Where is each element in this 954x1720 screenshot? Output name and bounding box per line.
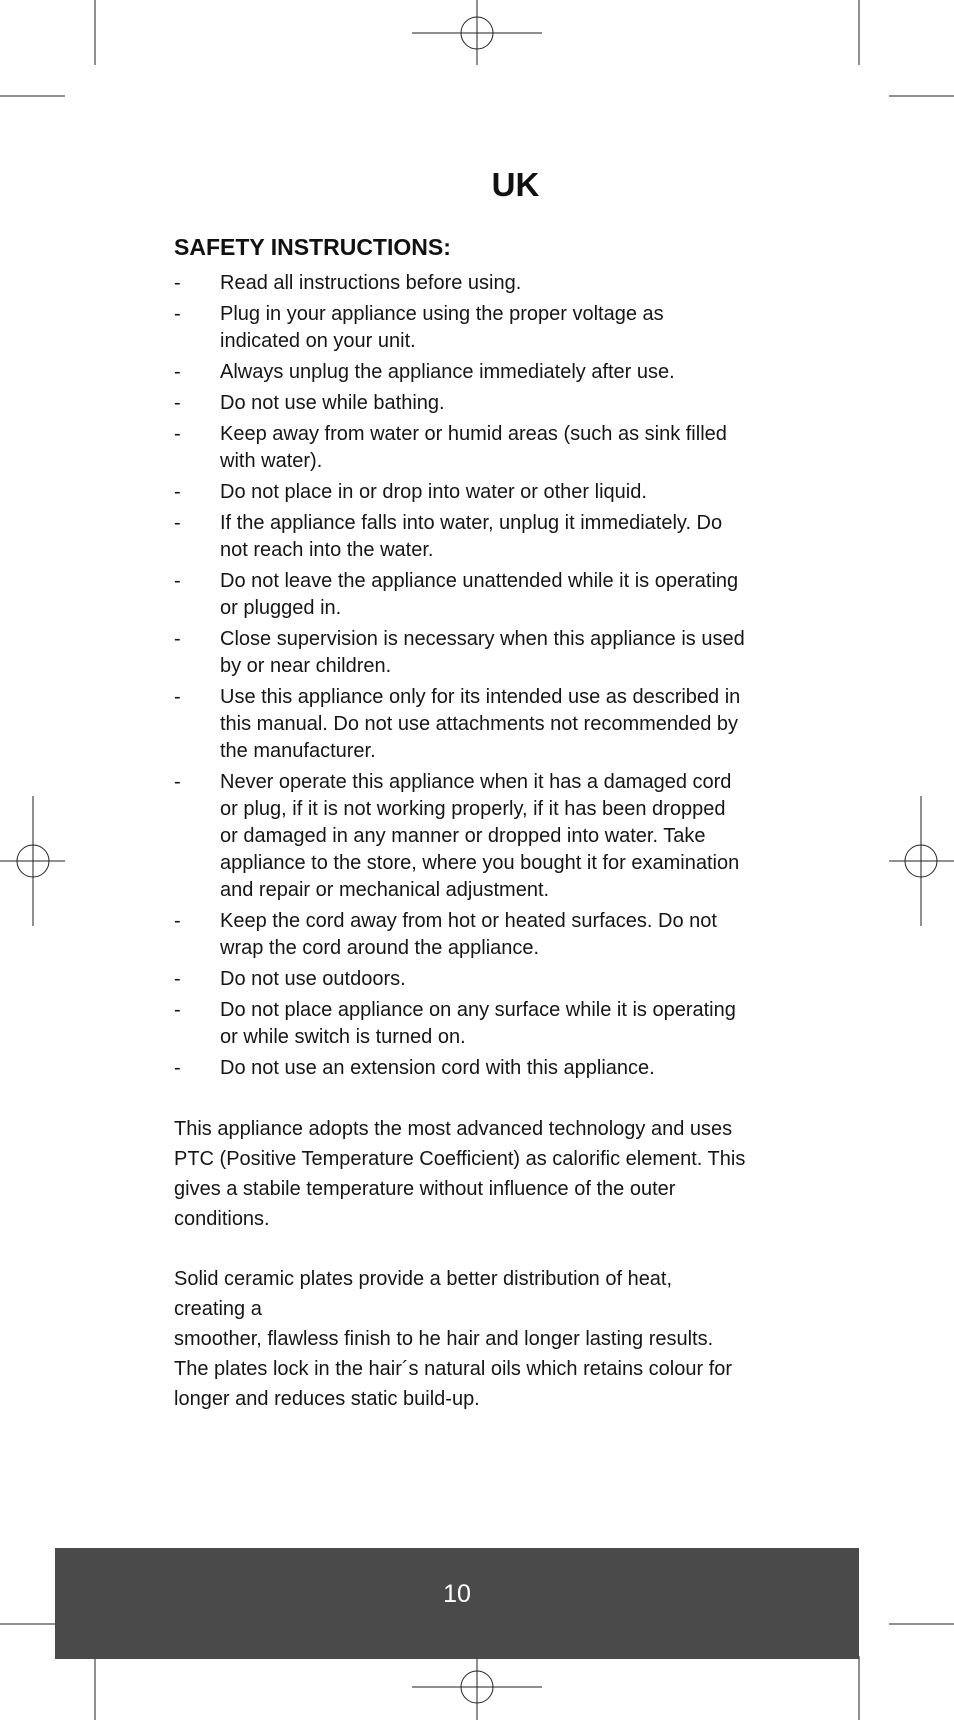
bullet-dash: - — [174, 392, 181, 414]
footer-bar — [55, 1548, 859, 1659]
technology-paragraph — [174, 1114, 784, 1234]
paragraph-line: longer and reduces static build-up. — [174, 1388, 480, 1410]
page-number: 10 — [443, 1580, 471, 1608]
region-heading: UK — [491, 166, 540, 203]
instruction-line: Read all instructions before using. — [220, 272, 522, 294]
instruction-item — [174, 568, 784, 622]
bullet-dash: - — [174, 1057, 181, 1079]
registration-mark-left — [0, 796, 65, 926]
instruction-line: Do not place in or drop into water or other liquid. — [220, 481, 647, 503]
paragraph-line: creating a — [174, 1298, 262, 1320]
safety-instructions-list — [174, 270, 784, 1086]
registration-mark-bottom — [412, 1656, 542, 1720]
bullet-dash: - — [174, 512, 181, 534]
bullet-dash: - — [174, 272, 181, 294]
instruction-line: If the appliance falls into water, unplug it immediately. Do — [220, 512, 723, 534]
ceramic-plates-paragraph — [174, 1264, 784, 1414]
paragraph-line: This appliance adopts the most advanced technology and uses — [174, 1118, 733, 1140]
instruction-line: the manufacturer. — [220, 740, 376, 762]
instruction-line: Close supervision is necessary when this appliance is used — [220, 628, 745, 650]
instruction-item — [174, 421, 784, 475]
section-title: SAFETY INSTRUCTIONS: — [174, 234, 451, 260]
instruction-item — [174, 510, 784, 564]
instruction-line: and repair or mechanical adjustment. — [220, 879, 550, 901]
instruction-line: Do not leave the appliance unattended while it is operating — [220, 570, 739, 592]
bullet-dash: - — [174, 628, 181, 650]
instruction-item — [174, 966, 784, 993]
instruction-line: Keep the cord away from hot or heated surfaces. Do not — [220, 910, 717, 932]
instruction-line: with water). — [220, 450, 323, 472]
instruction-line: or damaged in any manner or dropped into water. Take — [220, 825, 706, 847]
paragraph-line: gives a stabile temperature without influence of the outer — [174, 1178, 676, 1200]
instruction-item — [174, 1055, 784, 1082]
instruction-line: Do not use an extension cord with this appliance. — [220, 1057, 655, 1079]
instruction-item — [174, 390, 784, 417]
instruction-item — [174, 684, 784, 765]
bullet-dash: - — [174, 686, 181, 708]
paragraph-line: conditions. — [174, 1208, 270, 1230]
instruction-line: Keep away from water or humid areas (such as sink filled — [220, 423, 727, 445]
bullet-dash: - — [174, 570, 181, 592]
bullet-dash: - — [174, 968, 181, 990]
instruction-line: Always unplug the appliance immediately after use. — [220, 361, 675, 383]
bullet-dash: - — [174, 361, 181, 383]
paragraph-line: PTC (Positive Temperature Coefficient) as calorific element. This — [174, 1148, 746, 1170]
bullet-dash: - — [174, 771, 181, 793]
instruction-line: Do not use outdoors. — [220, 968, 406, 990]
bullet-dash: - — [174, 999, 181, 1021]
instruction-item — [174, 626, 784, 680]
bullet-dash: - — [174, 910, 181, 932]
instruction-line: Use this appliance only for its intended use as described in — [220, 686, 741, 708]
paragraph-line: smoother, flawless finish to he hair and longer lasting results. — [174, 1328, 714, 1350]
instruction-line: this manual. Do not use attachments not recommended by — [220, 713, 739, 735]
instruction-line: Never operate this appliance when it has a damaged cord — [220, 771, 732, 793]
bullet-dash: - — [174, 423, 181, 445]
instruction-line: by or near children. — [220, 655, 392, 677]
instruction-line: or plug, if it is not working properly, if it has been dropped — [220, 798, 726, 820]
instruction-line: wrap the cord around the appliance. — [220, 937, 540, 959]
paragraph-line: Solid ceramic plates provide a better distribution of heat, — [174, 1268, 673, 1290]
instruction-line: Plug in your appliance using the proper voltage as — [220, 303, 664, 325]
instruction-item — [174, 301, 784, 355]
instruction-item — [174, 769, 784, 904]
bullet-dash: - — [174, 303, 181, 325]
instruction-line: or plugged in. — [220, 597, 342, 619]
instruction-item — [174, 479, 784, 506]
registration-mark-top — [412, 0, 542, 65]
instruction-line: or while switch is turned on. — [220, 1026, 466, 1048]
instruction-line: indicated on your unit. — [220, 330, 416, 352]
instruction-line: not reach into the water. — [220, 539, 434, 561]
instruction-line: appliance to the store, where you bought it for examination — [220, 852, 740, 874]
instruction-item — [174, 359, 784, 386]
instruction-line: Do not use while bathing. — [220, 392, 445, 414]
instruction-item — [174, 997, 784, 1051]
instruction-item — [174, 908, 784, 962]
bullet-dash: - — [174, 481, 181, 503]
registration-mark-right — [889, 796, 954, 926]
instruction-line: Do not place appliance on any surface while it is operating — [220, 999, 736, 1021]
instruction-item — [174, 270, 784, 297]
paragraph-line: The plates lock in the hair´s natural oils which retains colour for — [174, 1358, 733, 1380]
